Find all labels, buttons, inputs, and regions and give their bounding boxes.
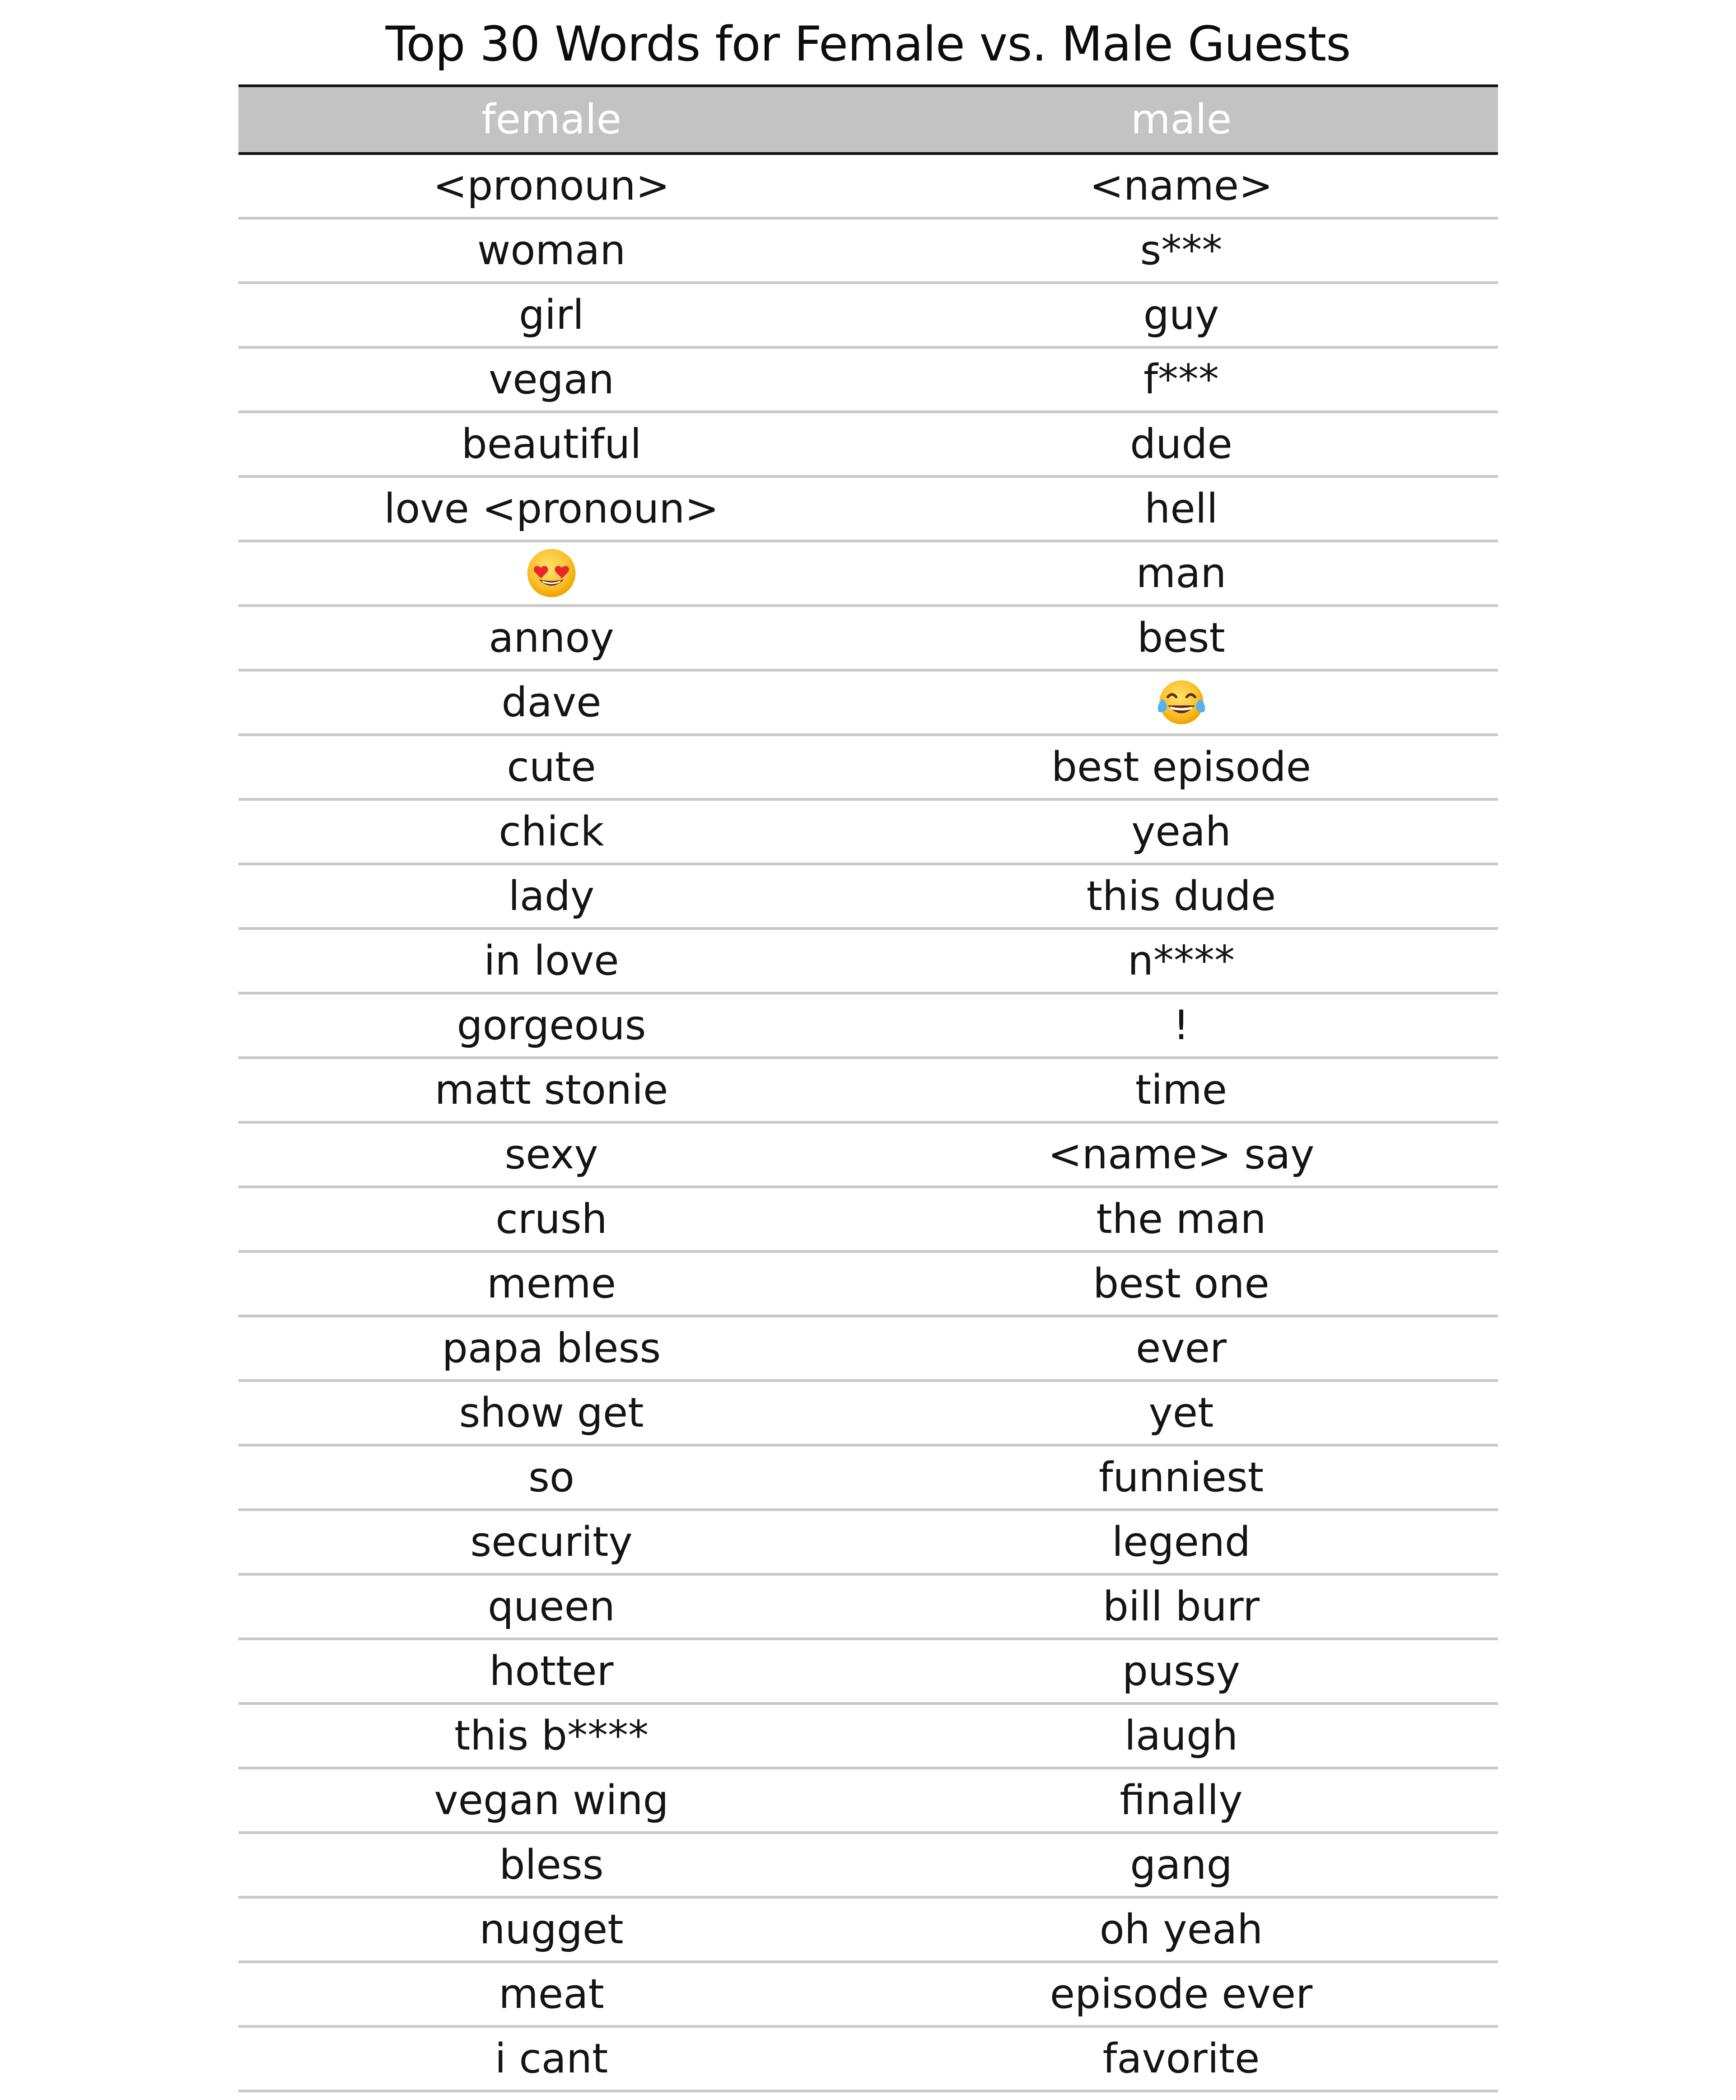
female-word: security — [470, 1518, 633, 1566]
table-row — [238, 1834, 1498, 1899]
table-row — [238, 736, 1498, 801]
female-word: lady — [508, 873, 595, 920]
table-row — [238, 607, 1498, 672]
female-word: dave — [501, 679, 602, 726]
male-word: yeah — [1131, 808, 1231, 855]
table-row — [238, 1124, 1498, 1188]
table-row — [238, 1188, 1498, 1253]
female-word: vegan wing — [434, 1777, 669, 1824]
male-word: f*** — [1143, 356, 1219, 403]
female-word: girl — [518, 291, 584, 339]
female-word: vegan — [489, 356, 614, 403]
male-word: n**** — [1127, 937, 1235, 985]
female-word: chick — [499, 808, 604, 855]
female-word: papa bless — [442, 1325, 661, 1372]
male-word: laugh — [1124, 1712, 1238, 1759]
male-word: pussy — [1122, 1647, 1241, 1695]
table-row — [238, 1576, 1498, 1640]
female-word: sexy — [504, 1131, 598, 1178]
table-row — [238, 1059, 1498, 1124]
female-word: so — [528, 1454, 574, 1501]
male-word: funniest — [1098, 1454, 1264, 1501]
male-word: <name> say — [1048, 1131, 1315, 1178]
female-word: this b**** — [454, 1712, 649, 1759]
female-word: show get — [459, 1389, 644, 1437]
table-row — [238, 2028, 1498, 2092]
column-header-male: male — [1130, 96, 1232, 143]
male-word — [864, 672, 1498, 733]
female-word: love <pronoun> — [384, 485, 719, 532]
table-row — [238, 1447, 1498, 1511]
male-word: best — [1137, 614, 1225, 662]
female-word: meat — [499, 1970, 604, 2018]
male-word: bill burr — [1102, 1583, 1260, 1630]
female-word: crush — [495, 1195, 607, 1243]
male-word: oh yeah — [1099, 1906, 1263, 1953]
table-row — [238, 1899, 1498, 1963]
female-word — [238, 542, 864, 604]
female-word: <pronoun> — [433, 162, 670, 210]
table-row — [238, 1640, 1498, 1705]
female-word: bless — [499, 1841, 604, 1889]
male-word: <name> — [1089, 162, 1273, 210]
table-row — [238, 413, 1498, 478]
table-row — [238, 1963, 1498, 2028]
male-word: ! — [1173, 1002, 1190, 1049]
table-row — [238, 1253, 1498, 1317]
male-word: best episode — [1051, 743, 1311, 791]
column-header-female: female — [481, 96, 622, 143]
table-row — [238, 284, 1498, 349]
table-row — [238, 1705, 1498, 1769]
table-row — [238, 349, 1498, 413]
table-title: Top 30 Words for Female vs. Male Guests — [385, 16, 1351, 72]
table-row — [238, 155, 1498, 219]
female-word: beautiful — [461, 420, 642, 468]
female-word: queen — [488, 1583, 615, 1630]
table-row — [238, 1317, 1498, 1382]
female-word: meme — [486, 1260, 616, 1307]
male-word: dude — [1130, 420, 1232, 468]
female-word: annoy — [489, 614, 614, 662]
table-row — [238, 1511, 1498, 1576]
male-word: this dude — [1086, 873, 1276, 920]
male-word: favorite — [1102, 2035, 1260, 2082]
male-word: hell — [1144, 485, 1218, 532]
male-word: ever — [1135, 1325, 1227, 1372]
female-word: gorgeous — [457, 1002, 646, 1049]
male-word: guy — [1143, 291, 1219, 339]
table-row — [238, 478, 1498, 542]
male-word: episode ever — [1050, 1970, 1313, 2018]
male-word: yet — [1148, 1389, 1214, 1437]
heart-eyes-emoji-icon — [525, 547, 578, 599]
male-word: gang — [1130, 1841, 1232, 1889]
male-word: the man — [1096, 1195, 1266, 1243]
female-word: matt stonie — [434, 1066, 668, 1114]
table-row — [238, 801, 1498, 865]
table-row — [238, 994, 1498, 1059]
table-row — [238, 1382, 1498, 1447]
table-row — [238, 865, 1498, 930]
male-word: legend — [1111, 1518, 1251, 1566]
male-word: best one — [1093, 1260, 1269, 1307]
table-row — [238, 219, 1498, 284]
male-word: finally — [1120, 1777, 1243, 1824]
tears-of-joy-emoji-icon — [1155, 676, 1208, 728]
table-row — [238, 542, 1498, 607]
words-table — [238, 84, 1498, 2092]
male-word: time — [1135, 1066, 1227, 1114]
female-word: nugget — [479, 1906, 624, 1953]
table-row — [238, 672, 1498, 736]
table-row — [238, 1769, 1498, 1834]
male-word: man — [1136, 550, 1227, 597]
male-word: s*** — [1140, 227, 1223, 274]
female-word: woman — [477, 227, 626, 274]
table-header — [238, 84, 1498, 155]
female-word: hotter — [489, 1647, 614, 1695]
female-word: cute — [507, 743, 596, 791]
table-row — [238, 930, 1498, 994]
female-word: in love — [484, 937, 619, 985]
female-word: i cant — [495, 2035, 608, 2082]
